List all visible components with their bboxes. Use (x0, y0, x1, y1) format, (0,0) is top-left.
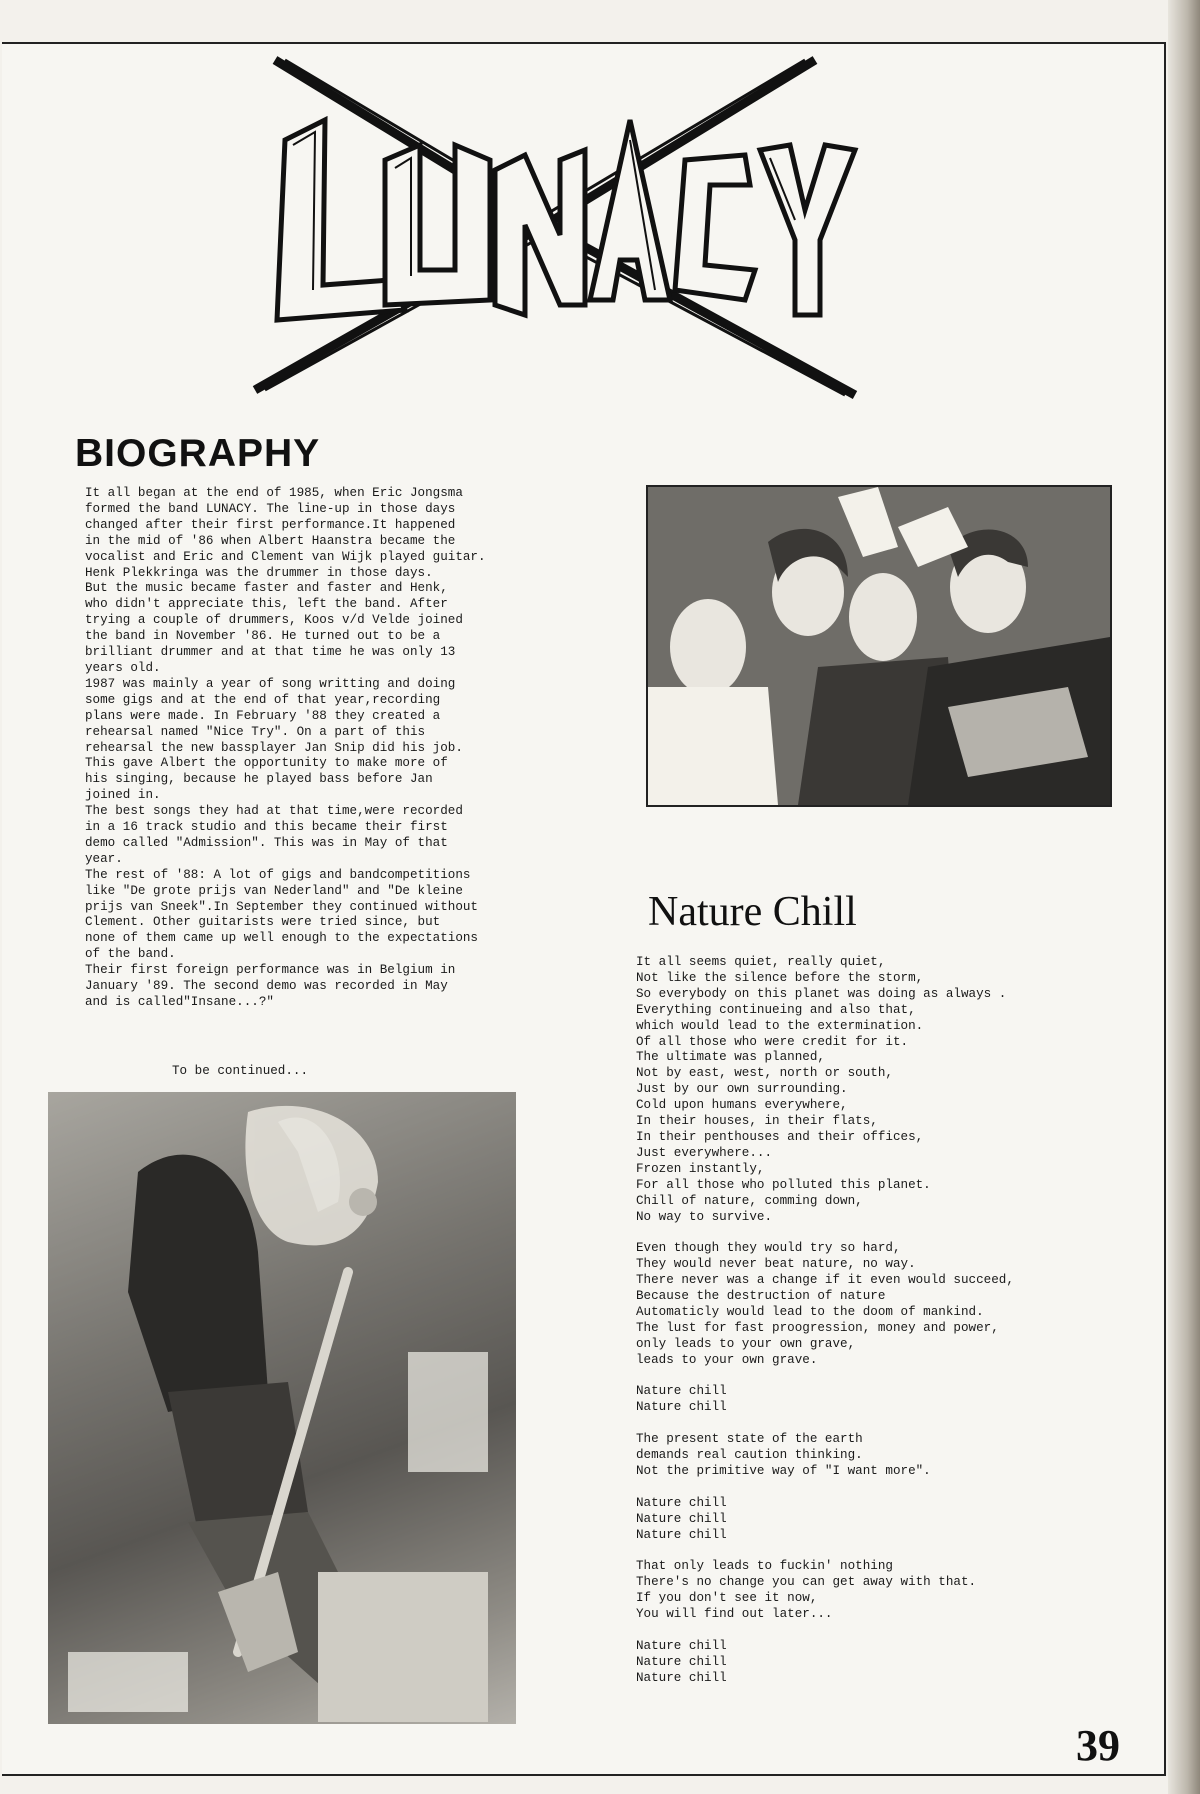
song-lyrics: It all seems quiet, really quiet, Not like the silence before the storm, So everybody on this planet was doing as always . Everything continueing and also that, which would lead to the extermination. Of all those who were credit for it. The ultimate was planned, Not by east, west, north or south, Just by our own surrounding. Cold upon humans everywhere, In their houses, in their flats, In their penthouses and their offices, Just everywhere... Frozen instantly, For all those who polluted this planet. Chill of nature, comming down, No way to survive. Even though they would try so hard, They would never beat nature, no way. There never was a change if it even would succeed, Because the destruction of nature Automaticly would lead to the doom of mankind. The lust for fast proogression, money and power, only leads to your own grave, leads to your own grave. Nature chill Nature chill The present state of the earth demands real caution thinking. Not the primitive way of "I want more". Nature chill Nature chill Nature chill That only leads to fuckin' nothing There's no change you can get away with that. If you don't see it now, You will find out later... Nature chill Nature chill Nature chill (636, 955, 1014, 1685)
song-title: Nature Chill (648, 889, 857, 935)
continued-note: To be continued... (172, 1064, 309, 1078)
page-number: 39 (1076, 1721, 1120, 1770)
biography-heading: BIOGRAPHY (75, 432, 321, 475)
binding-edge (1168, 0, 1200, 1794)
band-logo (215, 50, 885, 400)
biography-text: It all began at the end of 1985, when Eric Jongsma formed the band LUNACY. The line-up in those days changed after their first performance.It happened in the mid of '86 when Albert Haanstra became the vocalist and Eric and Clement van Wijk played guitar. Henk Plekkringa was the drummer in those days. But the music became faster and faster and Henk, who didn't appreciate this, left the band. After trying a couple of drummers, Koos v/d Velde joined the band in November '86. He turned out to be a brilliant drummer and at that time he was only 13 years old. 1987 was mainly a year of song writting and doing some gigs and at the end of that year,recording plans were made. In February '88 they created a rehearsal named "Nice Try". On a part of this rehearsal the new bassplayer Jan Snip did his job. This gave Albert the opportunity to make more of his singing, because he played bass before Jan joined in. The best songs they had at that time,were recorded in a 16 track studio and this became their first demo called "Admission". This was in May of that year. The rest of '88: A lot of gigs and bandcompetitions like "De grote prijs van Nederland" and "De kleine prijs van Sneek".In September they continued without Clement. Other guitarists were tried since, but none of them came up well enough to the expectations of the band. Their first foreign performance was in Belgium in January '89. The second demo was recorded in May and is called"Insane...?" (85, 486, 486, 1009)
band-photo (646, 485, 1112, 807)
guitarist-photo (48, 1092, 516, 1724)
